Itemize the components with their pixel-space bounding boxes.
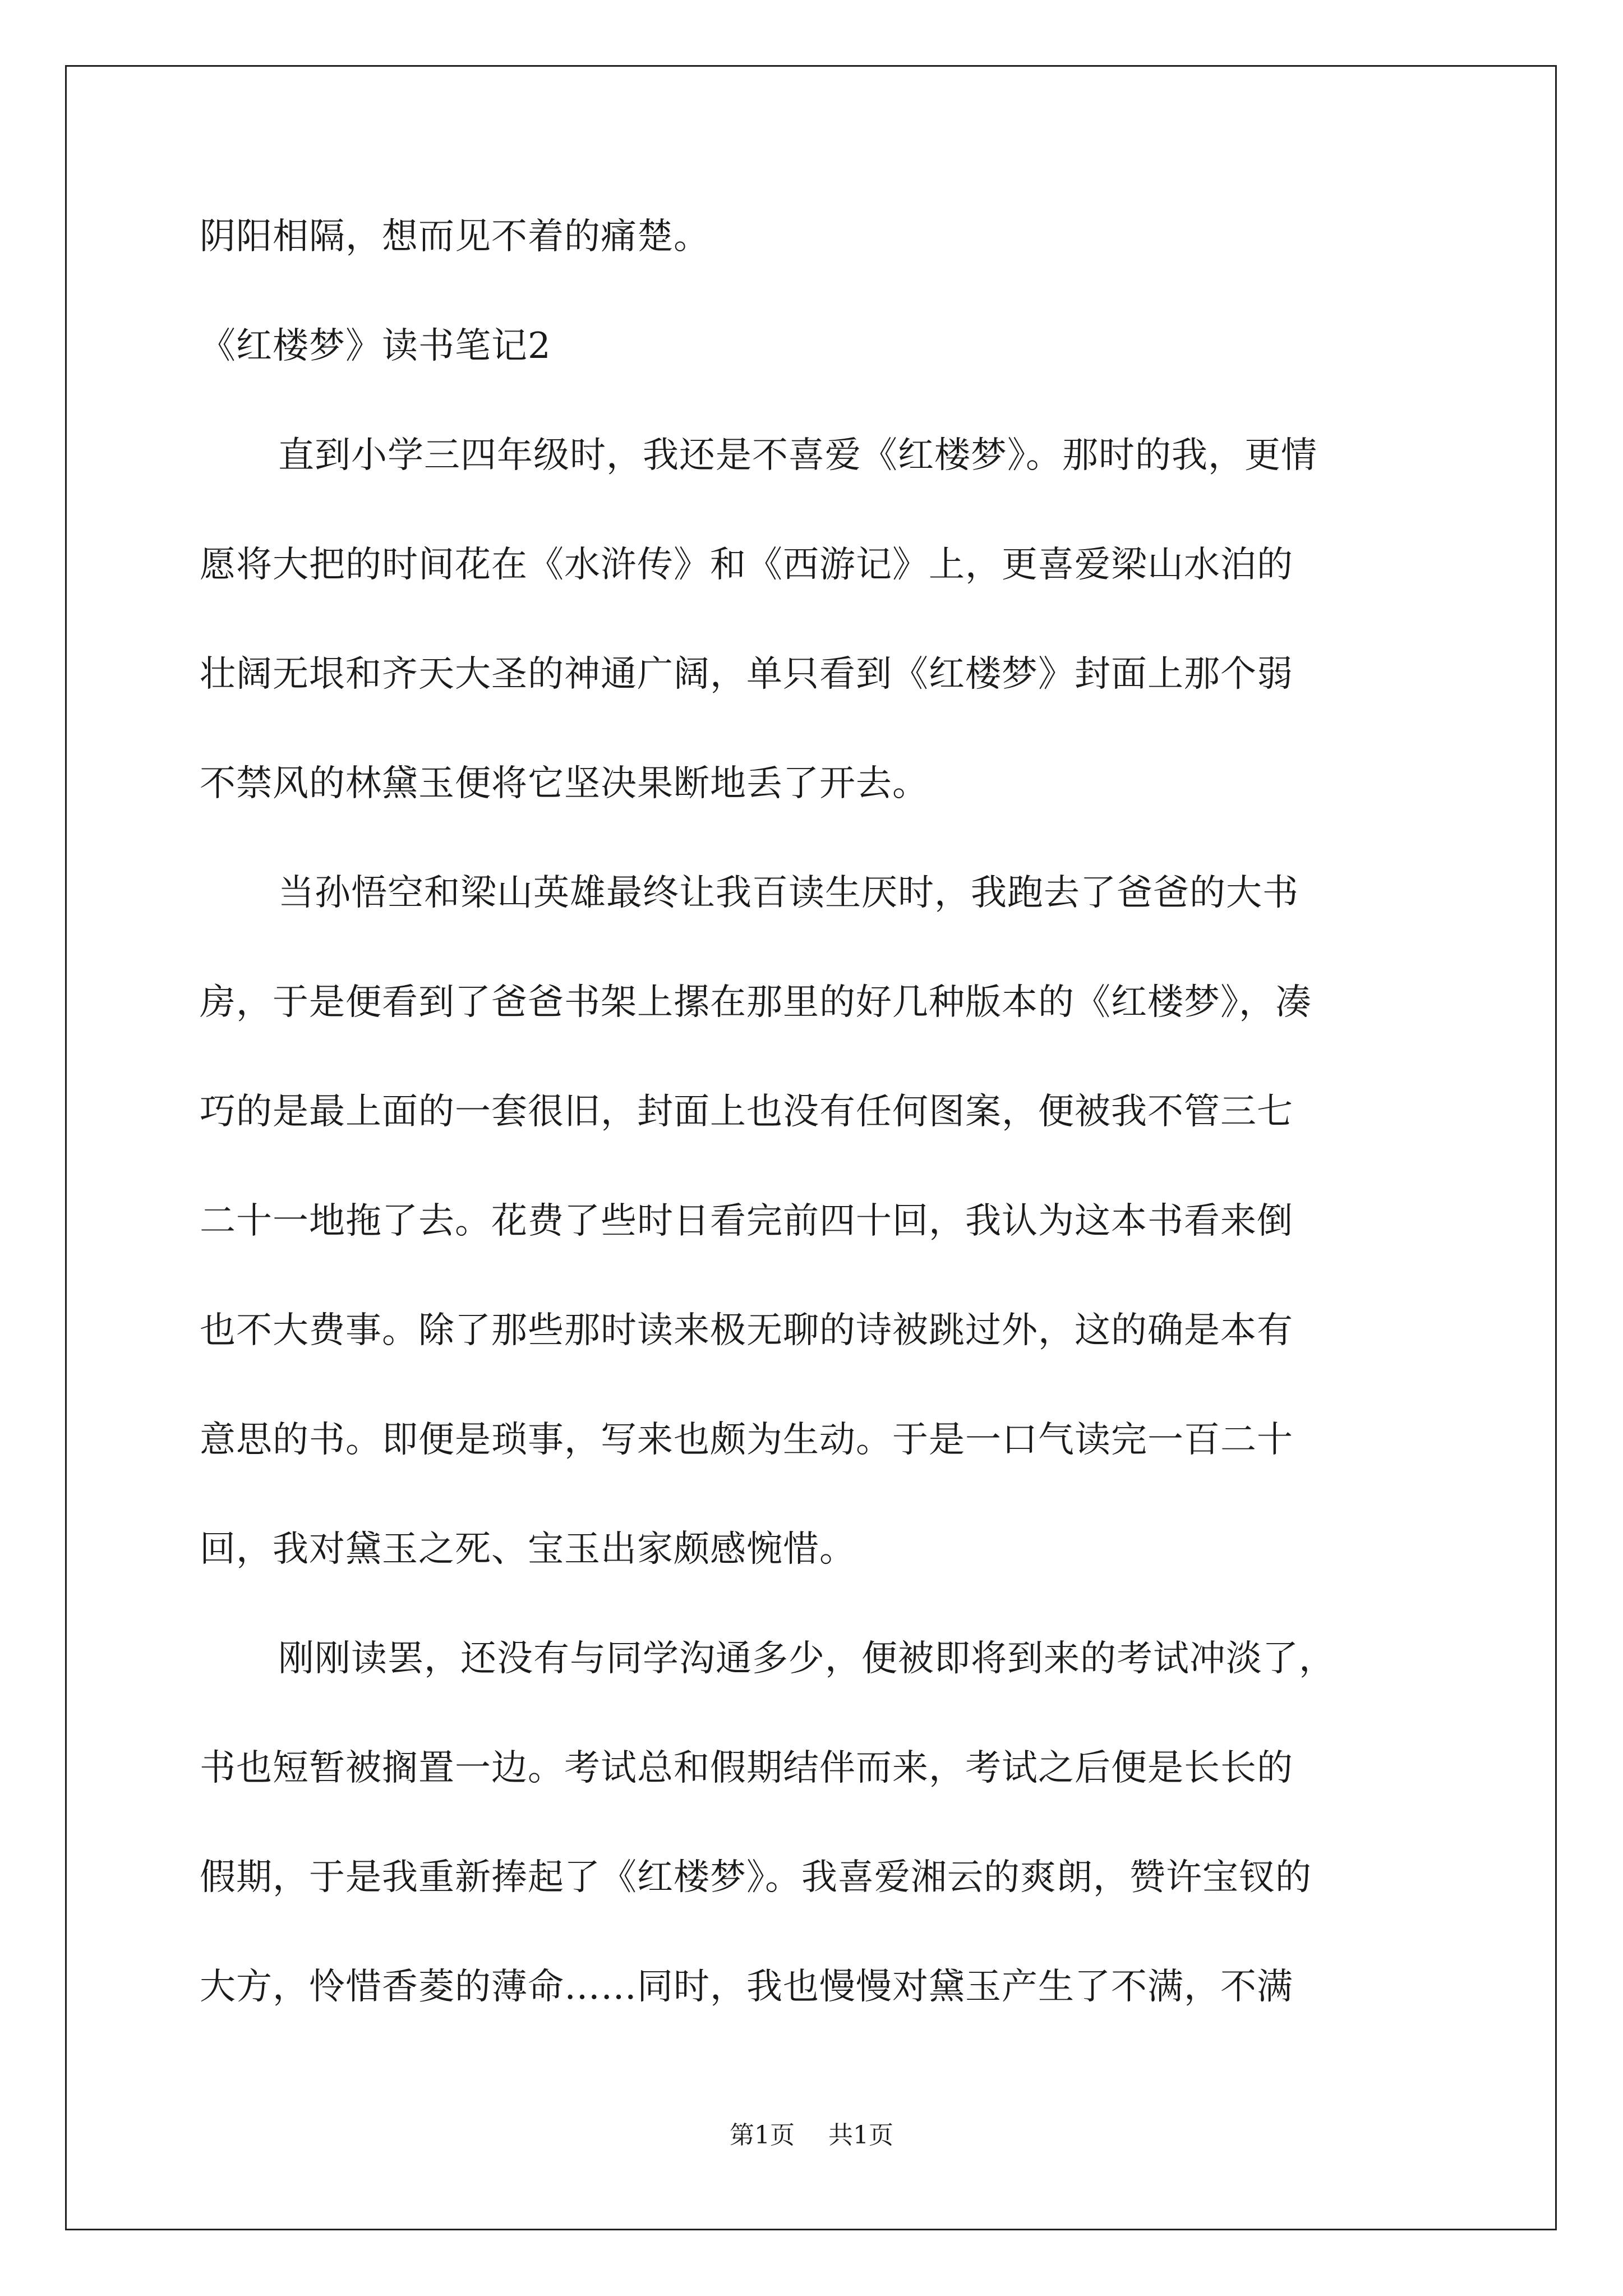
text-line: 房，于是便看到了爸爸书架上摞在那里的好几种版本的《红楼梦》，凑 [200, 982, 1312, 1023]
text-line: 阴阳相隔，想而见不着的痛楚。 [200, 216, 710, 257]
text-line: 刚刚读罢，还没有与同学沟通多少，便被即将到来的考试冲淡了， [278, 1638, 1335, 1680]
text-line: 意思的书。即便是琐事，写来也颇为生动。于是一口气读完一百二十 [200, 1419, 1293, 1461]
text-line: 直到小学三四年级时，我还是不喜爱《红楼梦》。那时的我，更情 [278, 435, 1317, 476]
text-line: 大方，怜惜香菱的薄命……同时，我也慢慢对黛玉产生了不满，不满 [200, 1966, 1293, 2008]
text-line: 当孙悟空和梁山英雄最终让我百读生厌时，我跑去了爸爸的大书 [278, 872, 1299, 914]
page-border [65, 65, 1557, 2230]
text-line: 巧的是最上面的一套很旧，封面上也没有任何图案，便被我不管三七 [200, 1091, 1293, 1133]
text-line: 壮阔无垠和齐天大圣的神通广阔，单只看到《红楼梦》封面上那个弱 [200, 654, 1293, 695]
text-line: 二十一地拖了去。花费了些时日看完前四十回，我认为这本书看来倒 [200, 1200, 1293, 1242]
text-line: 愿将大把的时间花在《水浒传》和《西游记》上，更喜爱梁山水泊的 [200, 544, 1293, 586]
page-footer [0, 2115, 1623, 2151]
section-heading: 《红楼梦》读书笔记2 [200, 325, 551, 367]
text-line: 不禁风的林黛玉便将它坚决果断地丢了开去。 [200, 763, 929, 804]
text-line: 书也短暂被搁置一边。考试总和假期结伴而来，考试之后便是长长的 [200, 1747, 1293, 1789]
text-line: 假期，于是我重新捧起了《红楼梦》。我喜爱湘云的爽朗，赞许宝钗的 [200, 1857, 1312, 1898]
page-number: 第1页 [730, 2121, 795, 2150]
text-line: 回，我对黛玉之死、宝玉出家颇感惋惜。 [200, 1529, 856, 1570]
text-line: 也不大费事。除了那些那时读来极无聊的诗被跳过外，这的确是本有 [200, 1310, 1293, 1351]
page-total: 共1页 [828, 2121, 893, 2150]
